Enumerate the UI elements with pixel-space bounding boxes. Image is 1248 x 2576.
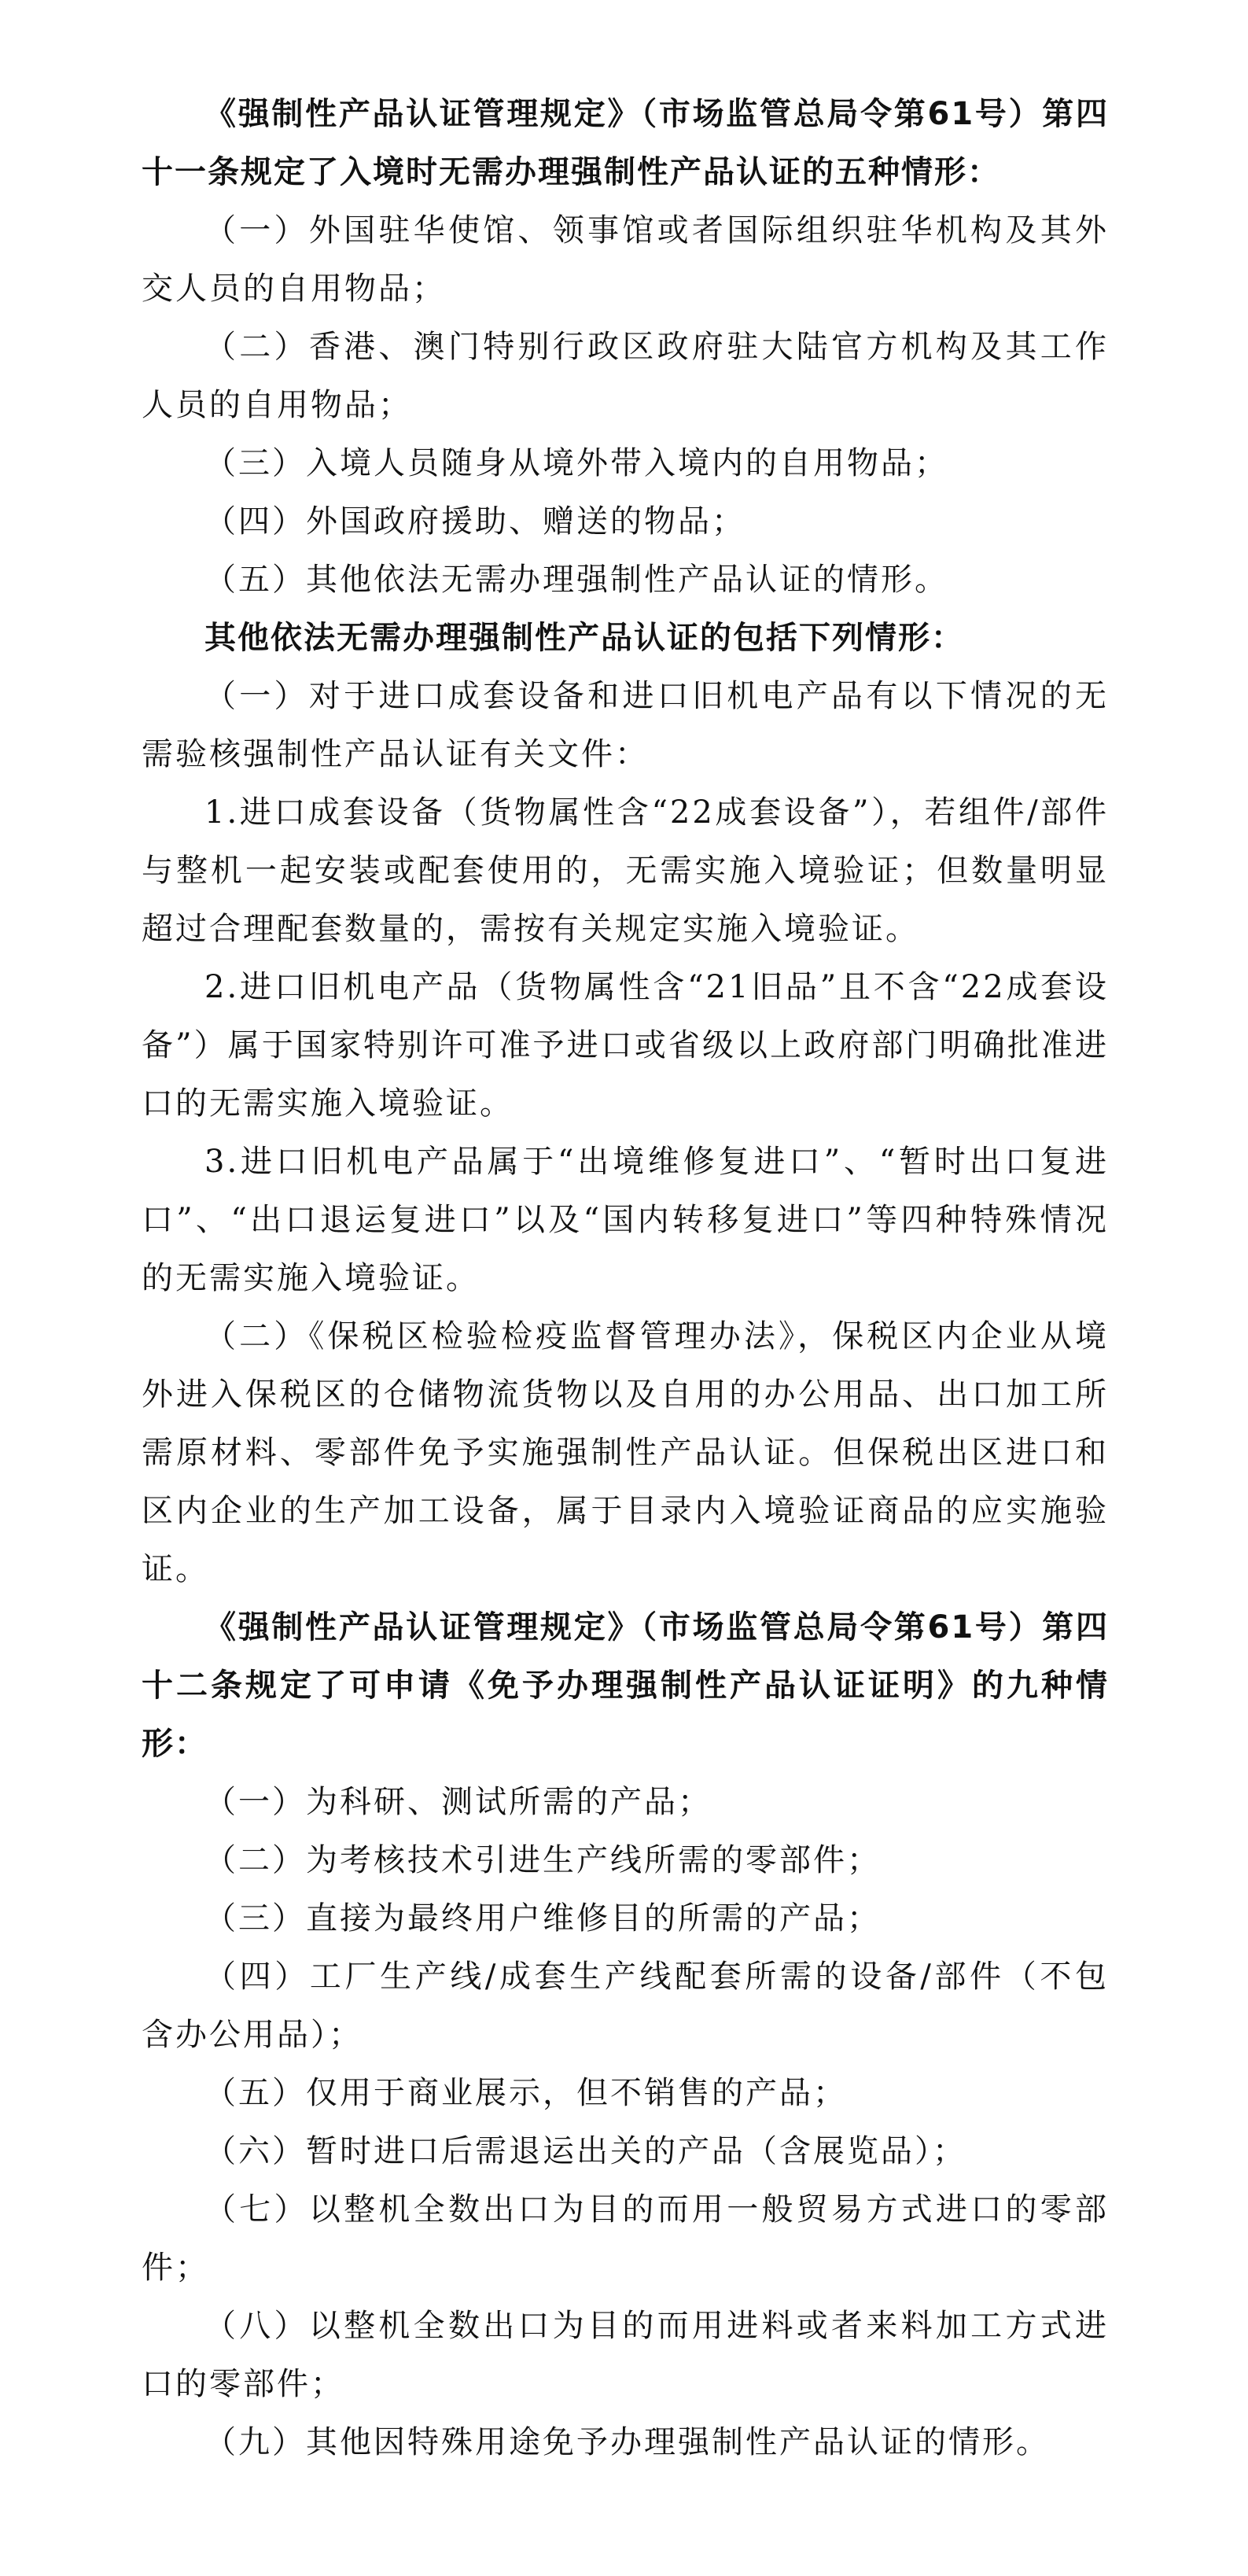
paragraph-other-item-2: （二）《保税区检验检疫监督管理办法》，保税区内企业从境外进入保税区的仓储物流货物以及自用的办公用品、出口加工所需原材料、零部件免予实施强制性产品认证。但保税出区进口和区内企业的生产加工设备，属于目录内入境验证商品的应实施验证。 <box>142 1318 1109 1587</box>
paragraph-item-5: （五）其他依法无需办理强制性产品认证的情形。 <box>204 562 948 598</box>
paragraph-exempt-item-8: （八）以整机全数出口为目的而用进料或者来料加工方式进口的零部件； <box>142 2308 1109 2402</box>
paragraph-exempt-item-9: （九）其他因特殊用途免予办理强制性产品认证的情形。 <box>204 2424 1050 2460</box>
paragraph-heading-other-situations: 其他依法无需办理强制性产品认证的包括下列情形： <box>204 620 964 656</box>
paragraph-item-4: （四）外国政府援助、赠送的物品； <box>204 503 745 540</box>
paragraph-exempt-item-3: （三）直接为最终用户维修目的所需的产品； <box>204 1900 881 1937</box>
paragraph-sub-item-3: 3.进口旧机电产品属于“出境维修复进口”、“暂时出口复进口”、“出口退运复进口”以及“国内转移复进口”等四种特殊情况的无需实施入境验证。 <box>142 1144 1109 1296</box>
paragraph-item-2: （二）香港、澳门特别行政区政府驻大陆官方机构及其工作人员的自用物品； <box>142 329 1109 423</box>
paragraph-sub-item-1: 1.进口成套设备（货物属性含“22成套设备”），若组件/部件与整机一起安装或配套使用的，无需实施入境验证；但数量明显超过合理配套数量的，需按有关规定实施入境验证。 <box>142 794 1109 947</box>
paragraph-item-3: （三）入境人员随身从境外带入境内的自用物品； <box>204 445 948 481</box>
paragraph-exempt-item-1: （一）为科研、测试所需的产品； <box>204 1784 712 1820</box>
paragraph-exempt-item-4: （四）工厂生产线/成套生产线配套所需的设备/部件（不包含办公用品）； <box>142 1959 1109 2053</box>
paragraph-exempt-item-7: （七）以整机全数出口为目的而用一般贸易方式进口的零部件； <box>142 2191 1109 2286</box>
paragraph-exempt-item-5: （五）仅用于商业展示，但不销售的产品； <box>204 2075 847 2111</box>
paragraph-exempt-item-2: （二）为考核技术引进生产线所需的零部件； <box>204 1842 881 1878</box>
paragraph-sub-item-2: 2.进口旧机电产品（货物属性含“21旧品”且不含“22成套设备”）属于国家特别许可准予进口或省级以上政府部门明确批准进口的无需实施入境验证。 <box>142 969 1109 1122</box>
paragraph-heading-article-42: 《强制性产品认证管理规定》（市场监管总局令第61号）第四十二条规定了可申请《免予办理强制性产品认证证明》的九种情形： <box>142 1609 1109 1762</box>
paragraph-exempt-item-6: （六）暂时进口后需退运出关的产品（含展览品）； <box>204 2133 966 2169</box>
document-body <box>142 85 1109 2471</box>
paragraph-item-1: （一）外国驻华使馆、领事馆或者国际组织驻华机构及其外交人员的自用物品； <box>142 212 1109 307</box>
paragraph-other-item-1: （一）对于进口成套设备和进口旧机电产品有以下情况的无需验核强制性产品认证有关文件： <box>142 678 1109 772</box>
paragraph-heading-article-41: 《强制性产品认证管理规定》（市场监管总局令第61号）第四十一条规定了入境时无需办理强制性产品认证的五种情形： <box>142 96 1109 190</box>
